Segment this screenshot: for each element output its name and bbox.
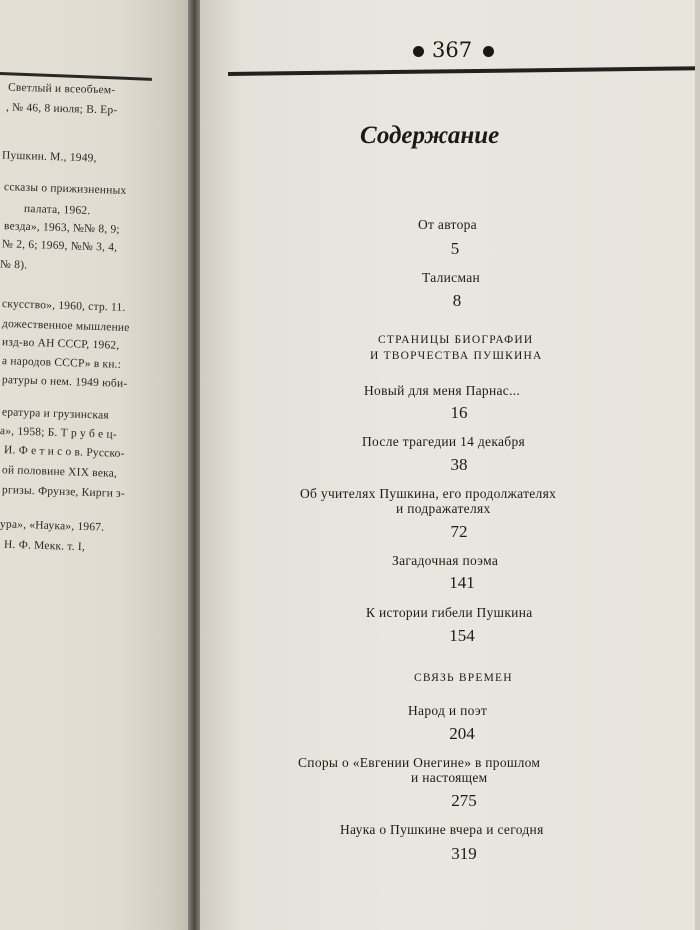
left-text-line: № 8). [0, 258, 28, 272]
toc-entry-title: Талисман [422, 270, 481, 285]
bullet-icon [483, 46, 494, 57]
left-text-line: а», 1958; Б. Т р у б е ц- [0, 425, 118, 441]
section-heading: СВЯЗЬ ВРЕМЕН [414, 672, 513, 684]
left-page-rule [0, 72, 152, 81]
toc-entry-page: 275 [451, 791, 477, 810]
left-text-line: везда», 1963, №№ 8, 9; [3, 220, 120, 236]
bullet-icon [413, 46, 424, 57]
left-text-line: ура», «Наука», 1967. [0, 518, 105, 534]
page-number: 367 [432, 38, 473, 62]
toc-entry-title: Об учителях Пушкина, его продолжателях [300, 486, 557, 501]
left-text-line: ой половине XIX века, [1, 464, 118, 480]
toc-entry-title-continued: и настоящем [411, 770, 488, 785]
left-text-line: изд-во АН СССР, 1962, [1, 336, 120, 352]
toc-entry-page: 38 [450, 455, 468, 474]
section-heading: И ТВОРЧЕСТВА ПУШКИНА [370, 350, 543, 362]
toc-entry-page: 5 [450, 239, 460, 258]
toc-entry-title: К истории гибели Пушкина [366, 605, 533, 620]
left-text-line: ргизы. Фрунзе, Кирги з- [1, 484, 126, 500]
left-text-line: палата, 1962. [23, 202, 91, 218]
left-text-line: ература и грузинская [1, 406, 110, 422]
left-text-line: № 2, 6; 1969, №№ 3, 4, [1, 238, 118, 254]
right-page [200, 0, 700, 930]
left-text-line: Н. Ф. Мекк. т. I, [3, 538, 86, 554]
left-text-line: И. Ф е т и с о в. Русско- [3, 444, 125, 460]
toc-entry-title: После трагедии 14 декабря [362, 434, 526, 449]
toc-entry-page: 72 [450, 522, 468, 541]
toc-entry-title: Загадочная поэма [392, 553, 499, 568]
left-text-line: Пушкин. М., 1949, [1, 149, 97, 165]
left-text-line: ссказы о прижизненных [3, 181, 127, 197]
toc-entry-page: 16 [450, 403, 468, 422]
page-edge [695, 0, 700, 930]
toc-entry-title: Наука о Пушкине вчера и сегодня [340, 822, 544, 837]
toc-entry-title: Новый для меня Парнас... [364, 383, 521, 398]
toc-entry-title-continued: и подражателях [396, 501, 491, 516]
left-text-line: дожественное мышление [1, 317, 130, 335]
page-header [200, 38, 700, 66]
left-text-line: ратуры о нем. 1949 юби- [1, 374, 128, 390]
toc-entry-title: От автора [418, 217, 477, 232]
section-heading: СТРАНИЦЫ БИОГРАФИИ [378, 334, 534, 346]
toc-entry-page: 319 [451, 844, 477, 863]
left-text-line: скусство», 1960, стр. 11. [1, 298, 126, 314]
page-title: Содержание [360, 122, 500, 149]
left-text-line: , № 46, 8 июля; В. Ер- [5, 101, 118, 117]
toc-entry-page: 8 [452, 291, 462, 310]
toc-entry-page: 204 [449, 724, 475, 743]
toc-entry-title: Споры о «Евгении Онегине» в прошлом [298, 755, 541, 770]
left-text-line: Светлый и всеобъем- [7, 81, 116, 97]
left-text-line: а народов СССР» в кн.: [1, 355, 122, 371]
toc-entry-page: 141 [449, 573, 475, 592]
toc-entry-page: 154 [449, 626, 475, 645]
header-rule [228, 66, 700, 76]
toc-entry-title: Народ и поэт [408, 703, 488, 718]
left-page [0, 0, 196, 930]
